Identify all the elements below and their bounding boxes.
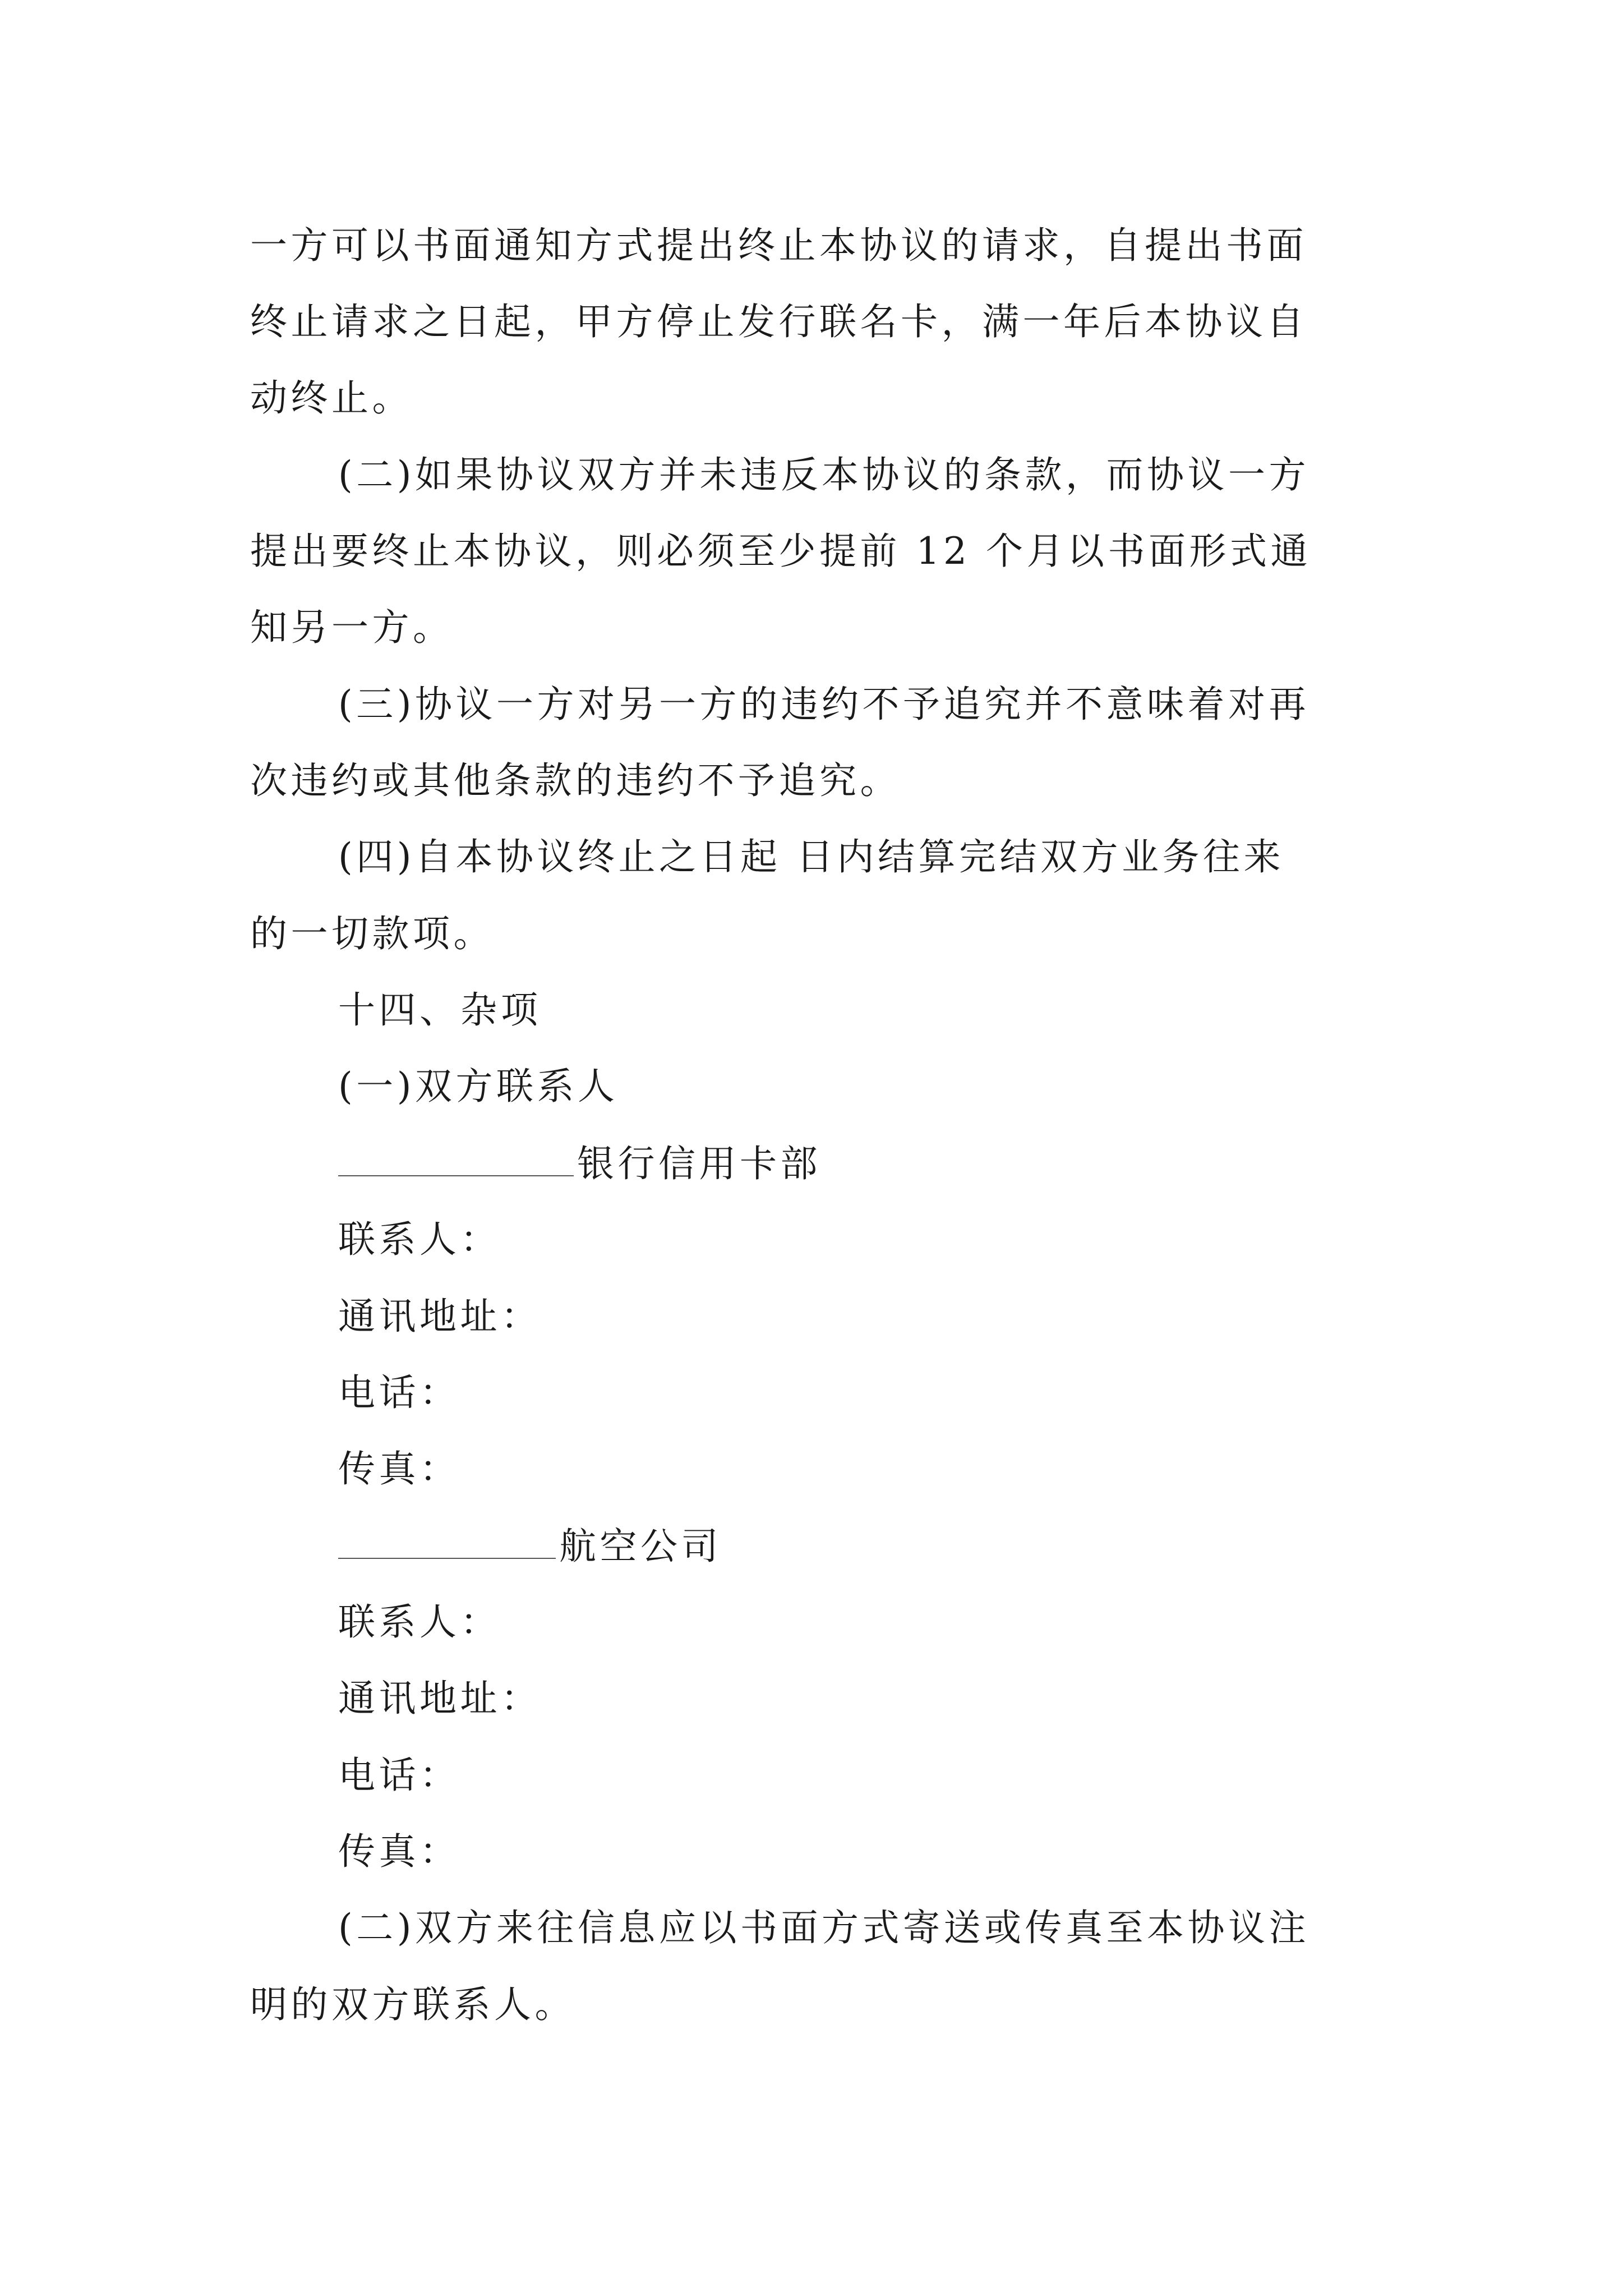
blank-fill-line [338,1527,556,1559]
section-heading: 十四、杂项 [338,988,542,1032]
paragraph-line: 一方可以书面通知方式提出终止本协议的请求，自提出书面 [250,224,1307,267]
fax-field: 传真： [338,1447,460,1490]
contact-person-field: 联系人： [338,1600,501,1644]
paragraph-line: 提出要终止本协议，则必须至少提前 12 个月以书面形式通 [250,530,1311,573]
paragraph-line: 知另一方。 [250,606,454,649]
fax-field: 传真： [338,1830,460,1873]
paragraph-line: 明的双方联系人。 [250,1983,575,2026]
paragraph-line: 的一切款项。 [250,912,494,955]
paragraph-line: (四)自本协议终止之日起 日内结算完结双方业务往来 [338,835,1284,878]
paragraph-line: (二)双方来往信息应以书面方式寄送或传真至本协议注 [338,1906,1310,1949]
phone-field: 电话： [338,1371,460,1414]
contact-person-field: 联系人： [338,1218,501,1261]
phone-field: 电话： [338,1754,460,1797]
subsection-heading: (一)双方联系人 [338,1065,619,1108]
address-field: 通讯地址： [338,1295,542,1338]
paragraph-line: (三)协议一方对另一方的违约不予追究并不意味着对再 [338,683,1310,726]
paragraph-line: 动终止。 [250,376,413,420]
airline-name-label: 航空公司 [559,1525,722,1568]
paragraph-line: 终止请求之日起，甲方停止发行联名卡，满一年后本协议自 [250,300,1307,343]
blank-fill-line [338,1145,574,1176]
paragraph-line: (二)如果协议双方并未违反本协议的条款，而协议一方 [338,453,1310,496]
paragraph-line: 次违约或其他条款的违约不予追究。 [250,759,901,802]
bank-contact-title [338,1142,821,1185]
address-field: 通讯地址： [338,1677,542,1720]
airline-contact-title [338,1525,722,1568]
bank-name-label: 银行信用卡部 [577,1142,821,1185]
